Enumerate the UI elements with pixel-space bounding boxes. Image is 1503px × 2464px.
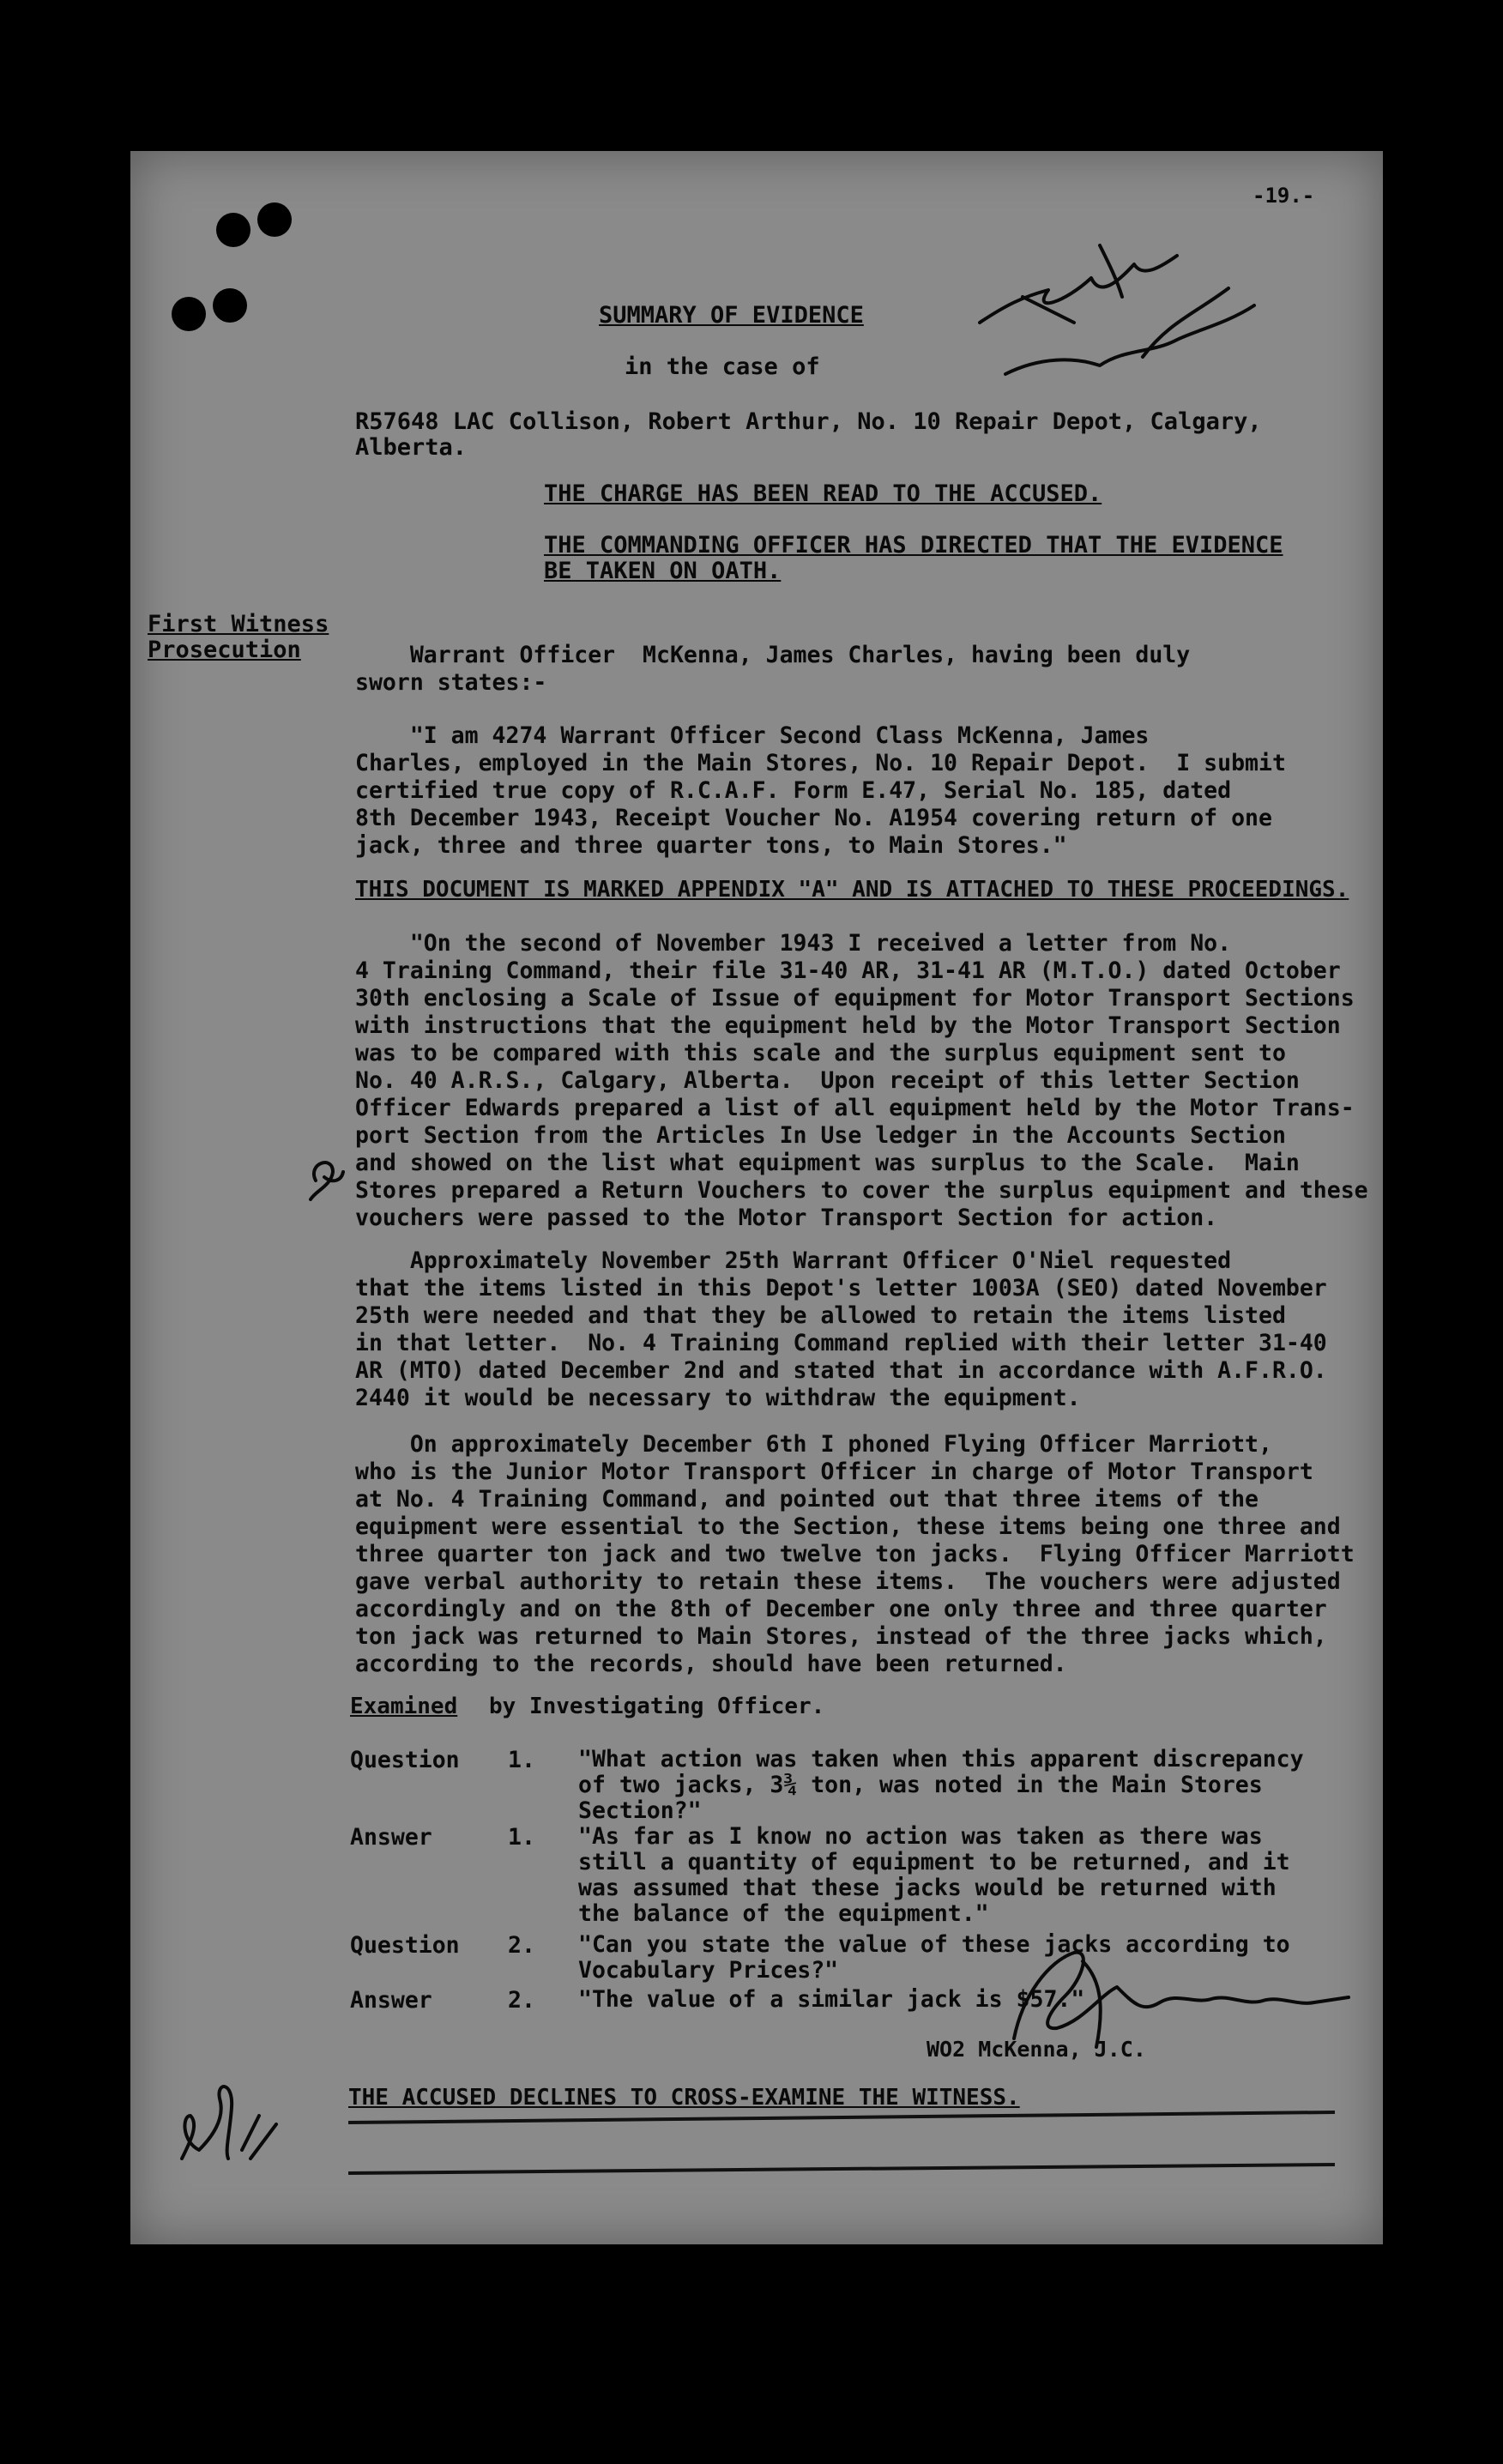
oath-statement: BE TAKEN ON OATH. (544, 558, 782, 584)
margin-label: Prosecution (148, 637, 301, 663)
punch-hole (257, 202, 292, 237)
handwritten-mark (299, 1146, 350, 1206)
answer-text: "The value of a similar jack is $57." (578, 1986, 1085, 2013)
punch-hole (216, 213, 250, 247)
question-number: 1. (508, 1747, 535, 1773)
divider-line (348, 2163, 1335, 2175)
oath-statement: THE COMMANDING OFFICER HAS DIRECTED THAT THE EVIDENCE (544, 532, 1283, 559)
question-text: "Can you state the value of these jacks according to Vocabulary Prices?" (578, 1931, 1290, 1984)
question-label: Question (350, 1932, 460, 1959)
document-subtitle: in the case of (625, 353, 820, 380)
appendix-note: THIS DOCUMENT IS MARKED APPENDIX "A" AND IS ATTACHED TO THESE PROCEEDINGS. (355, 877, 1349, 903)
punch-hole (172, 297, 206, 331)
handwritten-annotation (971, 194, 1331, 400)
witness-statement: On approximately December 6th I phoned Flying Officer Marriott, who is the Junior Motor Transport Officer in charge of Motor Transport at No. 4 Training Command, and pointed out that three items of the equipment were essential to the Section, these items being one three and three quarter ton jack and two twelve ton jacks. Flying Officer Marriott gave verbal authority to retain these items. The vouchers were adjusted accordingly and on the 8th of December one only three and three quarter ton jack was returned to Main Stores, instead of the three jacks which, according to the records, should have been returned. (355, 1431, 1355, 1677)
witness-statement: "I am 4274 Warrant Officer Second Class McKenna, James Charles, employed in the Main Stores, No. 10 Repair Depot. I submit certified true copy of R.C.A.F. Form E.47, Serial No. 185, dated 8th December 1943, Receipt Voucher No. A1954 covering return of one jack, three and three quarter tons, to Main Stores." (355, 722, 1286, 859)
question-number: 2. (508, 1932, 535, 1959)
margin-label: First Witness (148, 611, 329, 637)
accused-line: R57648 LAC Collison, Robert Arthur, No. 10 Repair Depot, Calgary, (355, 408, 1262, 435)
answer-label: Answer (350, 1824, 432, 1851)
accused-line: Alberta. (355, 434, 468, 461)
witness-statement: Approximately November 25th Warrant Officer O'Niel requested that the items listed in this Depot's letter 1003A (SEO) dated November 25th were needed and that they be allowed to retain the items listed in that letter. No. 4 Training Command replied with their letter 31-40 AR (MTO) dated December 2nd and stated that in accordance with A.F.R.O. 2440 it would be necessary to withdraw the equipment. (355, 1247, 1327, 1411)
examined-label: Examined (350, 1694, 458, 1719)
answer-number: 1. (508, 1824, 535, 1851)
question-label: Question (350, 1747, 460, 1773)
charge-read-statement: THE CHARGE HAS BEEN READ TO THE ACCUSED. (544, 480, 1102, 507)
witness-intro: Warrant Officer McKenna, James Charles, having been duly sworn states:- (355, 642, 1191, 696)
document-title: SUMMARY OF EVIDENCE (599, 302, 864, 329)
answer-label: Answer (350, 1987, 432, 2014)
cross-examine-statement: THE ACCUSED DECLINES TO CROSS-EXAMINE THE WITNESS. (348, 2085, 1020, 2111)
answer-number: 2. (508, 1987, 535, 2014)
signature-caption: WO2 McKenna, J.C. (927, 2037, 1146, 2062)
question-text: "What action was taken when this apparent discrepancy of two jacks, 3¾ ton, was noted in the Main Stores Section?" (578, 1746, 1304, 1824)
divider-line (348, 2111, 1335, 2124)
examined-by: by Investigating Officer. (489, 1694, 825, 1719)
handwritten-initials (165, 2064, 293, 2176)
witness-statement: "On the second of November 1943 I received a letter from No. 4 Training Command, their file 31-40 AR, 31-41 AR (M.T.O.) dated October 30th enclosing a Scale of Issue of equipment for Motor Transport Sections with instructions that the equipment held by the Motor Transport Section was to be compared with this scale and the surplus equipment sent to No. 40 A.R.S., Calgary, Alberta. Upon receipt of this letter Section Officer Edwards prepared a list of all equipment held by the Motor Trans- port Section from the Articles In Use ledger in the Accounts Section and showed on the list what equipment was surplus to the Scale. Main Stores prepared a Return Vouchers to cover the surplus equipment and these vouchers were passed to the Motor Transport Section for action. (355, 930, 1368, 1231)
answer-text: "As far as I know no action was taken as there was still a quantity of equipment to be returned, and it was assumed that these jacks would be returned with the balance of the equipment." (578, 1823, 1290, 1927)
page-number: -19.- (1252, 184, 1315, 208)
punch-hole (213, 288, 247, 323)
document-page (130, 151, 1383, 2244)
